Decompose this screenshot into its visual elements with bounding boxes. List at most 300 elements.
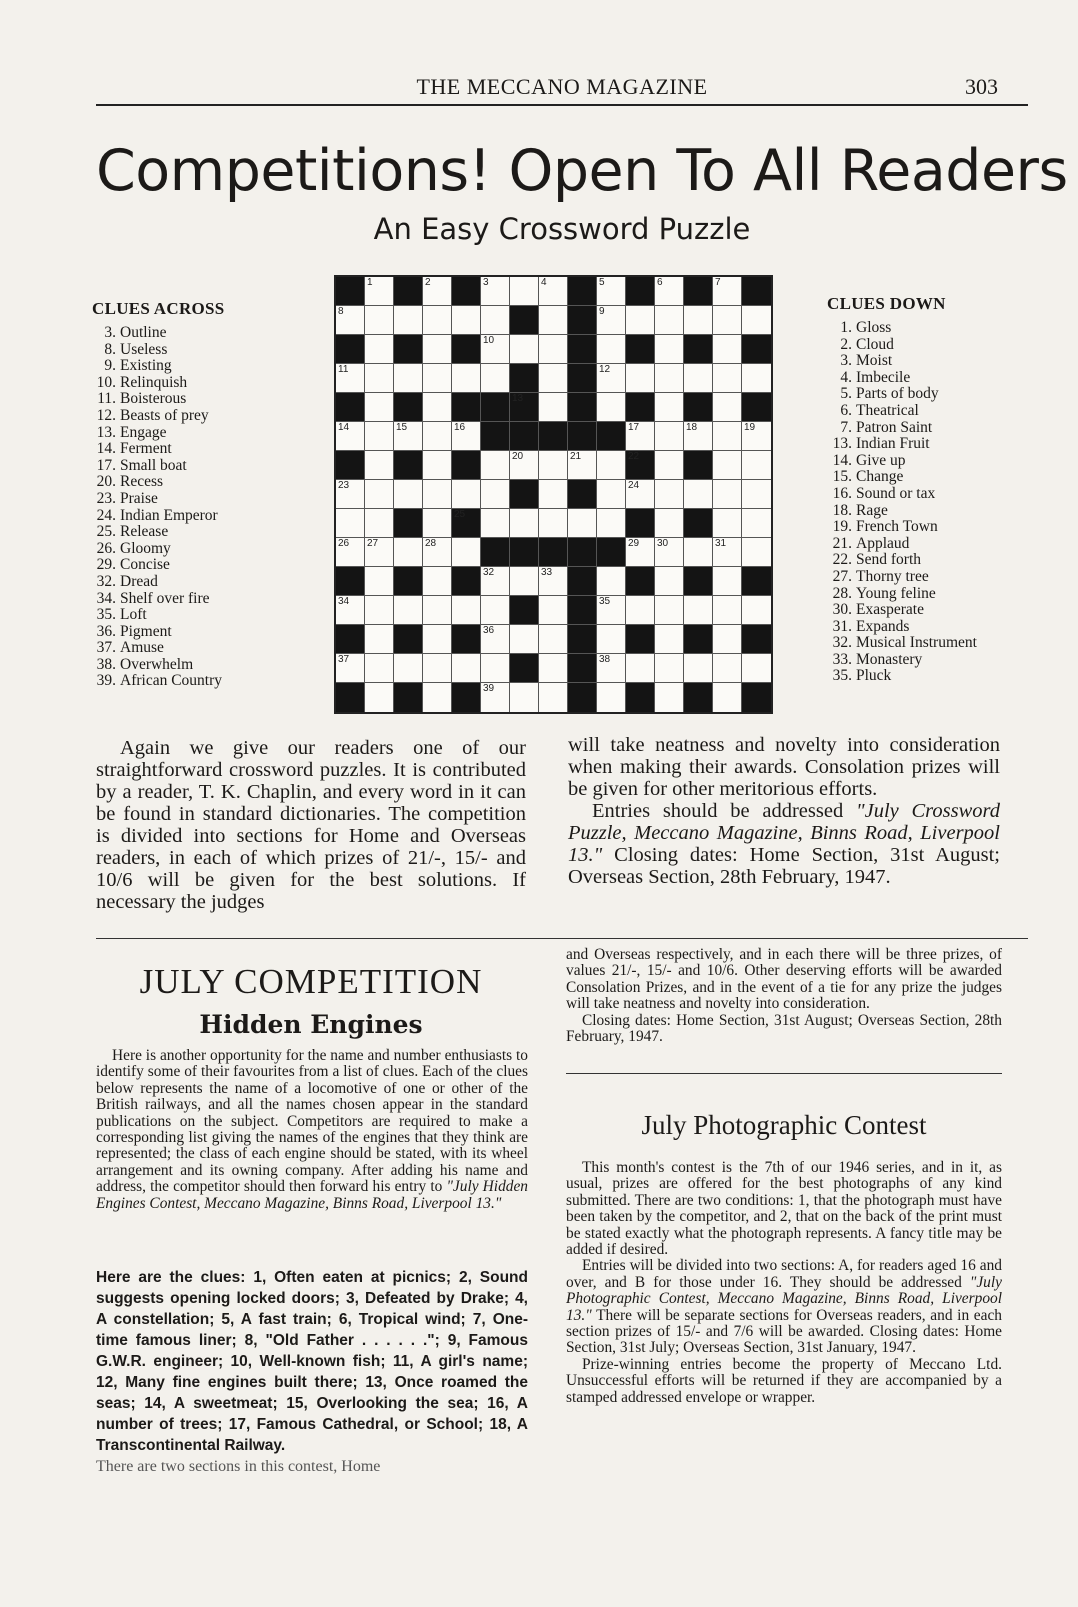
clue-number: 4. [840, 368, 852, 386]
cell-number: 5 [599, 277, 605, 288]
grid-cell[interactable] [713, 596, 742, 625]
grid-cell[interactable] [713, 654, 742, 683]
grid-cell[interactable] [655, 306, 684, 335]
grid-cell[interactable] [423, 567, 452, 596]
hidden-engines-closing: There are two sections in this contest, Home [96, 1458, 381, 1475]
grid-cell[interactable] [626, 422, 655, 451]
grid-block [539, 422, 568, 451]
grid-cell[interactable] [336, 596, 365, 625]
grid-cell[interactable] [655, 364, 684, 393]
clue-text: African Country [120, 672, 223, 690]
grid-cell[interactable] [742, 480, 771, 509]
grid-cell[interactable] [423, 683, 452, 712]
clue-number: 29. [96, 556, 116, 574]
grid-cell[interactable] [684, 480, 713, 509]
grid-cell[interactable] [365, 683, 394, 712]
cell-number: 27 [367, 538, 379, 549]
grid-block [452, 567, 481, 596]
grid-cell[interactable] [713, 625, 742, 654]
grid-cell[interactable] [365, 625, 394, 654]
grid-block [568, 306, 597, 335]
cell-number: 22 [628, 451, 640, 462]
grid-block [626, 509, 655, 538]
grid-block [742, 277, 771, 306]
grid-cell[interactable] [423, 480, 452, 509]
grid-cell[interactable] [481, 480, 510, 509]
clue-number: 9. [104, 357, 116, 375]
crossword-intro-right [568, 734, 1000, 888]
grid-cell[interactable] [713, 683, 742, 712]
grid-cell[interactable] [452, 306, 481, 335]
grid-cell[interactable] [626, 654, 655, 683]
grid-cell[interactable] [626, 364, 655, 393]
clue-number: 32. [96, 572, 116, 590]
grid-cell[interactable] [539, 364, 568, 393]
cell-number: 14 [338, 422, 350, 433]
grid-block [568, 654, 597, 683]
grid-block [510, 480, 539, 509]
grid-cell[interactable] [365, 393, 394, 422]
grid-cell[interactable] [481, 451, 510, 480]
grid-cell[interactable] [655, 335, 684, 364]
grid-block [568, 683, 597, 712]
grid-cell[interactable] [452, 596, 481, 625]
grid-cell[interactable] [510, 451, 539, 480]
clue-number: 34. [96, 589, 116, 607]
grid-cell[interactable] [510, 683, 539, 712]
clues-across-list [84, 325, 222, 690]
grid-cell[interactable] [655, 567, 684, 596]
grid-cell[interactable] [423, 451, 452, 480]
clue-item [820, 552, 977, 569]
grid-cell[interactable] [336, 538, 365, 567]
grid-block [510, 422, 539, 451]
cell-number: 4 [541, 277, 547, 288]
grid-cell[interactable] [336, 509, 365, 538]
clue-item [820, 370, 977, 387]
grid-cell[interactable] [423, 538, 452, 567]
section-rule [96, 938, 1028, 939]
grid-cell[interactable] [365, 451, 394, 480]
crossword-entries-paragraph [568, 800, 1000, 888]
grid-block [336, 683, 365, 712]
clue-text: Relinquish [120, 373, 188, 391]
grid-cell[interactable] [539, 567, 568, 596]
grid-cell[interactable] [452, 538, 481, 567]
clue-item [84, 474, 222, 491]
clue-text: Send forth [856, 551, 922, 569]
crossword-intro-left [96, 737, 526, 913]
grid-cell[interactable] [539, 625, 568, 654]
grid-cell[interactable] [365, 567, 394, 596]
cell-number: 16 [454, 422, 466, 433]
grid-cell[interactable] [423, 364, 452, 393]
grid-block [394, 625, 423, 654]
grid-cell[interactable] [394, 596, 423, 625]
grid-block [452, 393, 481, 422]
grid-cell[interactable] [539, 451, 568, 480]
grid-cell[interactable] [394, 422, 423, 451]
grid-block [684, 451, 713, 480]
cell-number: 28 [425, 538, 437, 549]
clue-item [84, 441, 222, 458]
grid-cell[interactable] [655, 451, 684, 480]
grid-cell[interactable] [742, 364, 771, 393]
grid-cell[interactable] [423, 654, 452, 683]
grid-cell[interactable] [336, 364, 365, 393]
clue-item [84, 408, 222, 425]
cell-number: 36 [483, 625, 495, 636]
grid-cell[interactable] [626, 538, 655, 567]
grid-cell[interactable] [510, 509, 539, 538]
clue-item [820, 619, 977, 636]
magazine-title: THE MECCANO MAGAZINE [416, 74, 708, 99]
hidden-engines-address: "July Hidden Engines Contest, Meccano Magazine, Binns Road, Liverpool 13." [96, 1178, 528, 1212]
clue-text: Indian Fruit [856, 435, 930, 453]
clue-text: Pluck [856, 667, 892, 685]
clue-text: Imbecile [856, 368, 911, 386]
grid-cell[interactable] [481, 625, 510, 654]
clue-text: Thorny tree [856, 567, 929, 585]
grid-cell[interactable] [713, 306, 742, 335]
clue-number: 5. [840, 385, 852, 403]
clue-number: 35. [96, 606, 116, 624]
grid-cell[interactable] [539, 509, 568, 538]
clue-text: Praise [120, 489, 158, 507]
clue-number: 21. [832, 534, 852, 552]
grid-cell[interactable] [568, 451, 597, 480]
clue-text: Gloomy [120, 539, 171, 557]
clue-text: Sound or tax [856, 484, 936, 502]
grid-cell[interactable] [713, 538, 742, 567]
grid-cell[interactable] [684, 596, 713, 625]
grid-cell[interactable] [597, 509, 626, 538]
grid-cell[interactable] [365, 538, 394, 567]
clue-item [84, 591, 222, 608]
grid-cell[interactable] [423, 335, 452, 364]
cell-number: 10 [483, 335, 495, 346]
grid-cell[interactable] [365, 364, 394, 393]
clue-number: 23. [96, 489, 116, 507]
grid-cell[interactable] [655, 625, 684, 654]
grid-cell[interactable] [597, 625, 626, 654]
grid-cell[interactable] [597, 393, 626, 422]
clue-item [820, 668, 977, 685]
cell-number: 2 [425, 277, 431, 288]
clue-number: 25. [96, 523, 116, 541]
cell-number: 26 [338, 538, 350, 549]
grid-block [684, 277, 713, 306]
grid-cell[interactable] [510, 277, 539, 306]
grid-cell[interactable] [452, 480, 481, 509]
grid-block [510, 538, 539, 567]
grid-cell[interactable] [539, 654, 568, 683]
clue-number: 15. [832, 468, 852, 486]
clue-number: 18. [832, 501, 852, 519]
grid-cell[interactable] [510, 335, 539, 364]
grid-cell[interactable] [481, 596, 510, 625]
clue-text: Loft [120, 606, 147, 624]
grid-cell[interactable] [481, 567, 510, 596]
grid-cell[interactable] [655, 509, 684, 538]
grid-cell[interactable] [539, 306, 568, 335]
grid-cell[interactable] [365, 335, 394, 364]
grid-block [568, 596, 597, 625]
grid-cell[interactable] [684, 654, 713, 683]
grid-block [568, 277, 597, 306]
grid-cell[interactable] [336, 422, 365, 451]
grid-cell[interactable] [713, 567, 742, 596]
cell-number: 29 [628, 538, 640, 549]
grid-block [394, 393, 423, 422]
grid-cell[interactable] [394, 306, 423, 335]
grid-cell[interactable] [423, 625, 452, 654]
grid-block [626, 335, 655, 364]
grid-block [684, 335, 713, 364]
grid-cell[interactable] [742, 538, 771, 567]
grid-block [510, 596, 539, 625]
photo-conditions-paragraph: This month's contest is the 7th of our 1946 series, and in it, as usual, prizes are offered for the best photographs of any kind submitted. There are two conditions: 1, that the photograph must have been taken by the competitor, and 2, that on the back of the print must be stated exactly what the photograph represents. A fancy title may be added if desired. [566, 1159, 1002, 1259]
clue-number: 30. [832, 601, 852, 619]
grid-cell[interactable] [394, 364, 423, 393]
grid-cell[interactable] [655, 422, 684, 451]
grid-cell[interactable] [713, 480, 742, 509]
clue-item [820, 519, 977, 536]
clue-text: Dread [120, 572, 158, 590]
cell-number: 8 [338, 306, 344, 317]
hidden-engines-description: Here is another opportunity for the name and number enthusiasts to identify some of their favourites from a list of clues. Each of the clues below represents the name of a locomotive of one or other of the British railways, and all the names chosen appear in the standard publications on the subject. Competitors are required to make a corresponding list giving the names of the engines that they think are represented; the class of each engine should be stated, with its wheel arrangement and its owning company. After adding his name and address, the competitor should then forward his entry to [96, 1047, 528, 1196]
grid-cell[interactable] [684, 306, 713, 335]
photo-contest-title: July Photographic Contest [641, 1110, 927, 1140]
grid-block [452, 277, 481, 306]
clue-text: Amuse [120, 639, 164, 657]
clue-item [84, 508, 222, 525]
clue-item [84, 358, 222, 375]
grid-cell[interactable] [481, 335, 510, 364]
cell-number: 12 [599, 364, 611, 375]
grid-cell[interactable] [597, 364, 626, 393]
grid-cell[interactable] [713, 335, 742, 364]
grid-cell[interactable] [365, 509, 394, 538]
cell-number: 13 [512, 393, 524, 404]
clue-text: Shelf over fire [120, 589, 210, 607]
grid-cell[interactable] [539, 335, 568, 364]
grid-cell[interactable] [510, 567, 539, 596]
grid-cell[interactable] [336, 480, 365, 509]
grid-cell[interactable] [742, 509, 771, 538]
grid-cell[interactable] [713, 422, 742, 451]
grid-cell[interactable] [713, 509, 742, 538]
hidden-engines-continued [566, 947, 1002, 1045]
grid-cell[interactable] [336, 654, 365, 683]
cell-number: 11 [338, 364, 349, 375]
clue-number: 24. [96, 506, 116, 524]
photo-entries-paragraph [566, 1258, 1002, 1356]
hidden-engines-title: Hidden Engines [199, 1010, 423, 1039]
cell-number: 18 [686, 422, 698, 433]
grid-cell[interactable] [742, 596, 771, 625]
clue-number: 17. [96, 456, 116, 474]
clue-text: Musical Instrument [856, 634, 977, 652]
cell-number: 31 [715, 538, 727, 549]
clue-item [84, 624, 222, 641]
grid-cell[interactable] [365, 306, 394, 335]
grid-cell[interactable] [713, 277, 742, 306]
grid-block [626, 683, 655, 712]
clue-text: Concise [120, 556, 170, 574]
clue-number: 19. [832, 518, 852, 536]
grid-cell[interactable] [597, 567, 626, 596]
grid-cell[interactable] [481, 654, 510, 683]
grid-cell[interactable] [684, 538, 713, 567]
grid-cell[interactable] [365, 654, 394, 683]
grid-cell[interactable] [481, 306, 510, 335]
grid-block [742, 335, 771, 364]
grid-cell[interactable] [713, 451, 742, 480]
clue-number: 32. [832, 634, 852, 652]
grid-block [336, 567, 365, 596]
grid-cell[interactable] [481, 683, 510, 712]
grid-cell[interactable] [539, 683, 568, 712]
grid-block [742, 683, 771, 712]
clue-number: 6. [840, 401, 852, 419]
grid-block [568, 335, 597, 364]
grid-cell[interactable] [655, 654, 684, 683]
clue-item [84, 375, 222, 392]
grid-cell[interactable] [365, 422, 394, 451]
grid-cell[interactable] [655, 538, 684, 567]
grid-cell[interactable] [365, 277, 394, 306]
clue-item [84, 657, 222, 674]
cell-number: 17 [628, 422, 640, 433]
grid-block [394, 335, 423, 364]
clue-item [820, 586, 977, 603]
grid-cell[interactable] [510, 625, 539, 654]
entries-text: Entries should be addressed [592, 800, 856, 822]
grid-cell[interactable] [539, 480, 568, 509]
grid-cell[interactable] [597, 335, 626, 364]
clue-number: 33. [832, 650, 852, 668]
clue-item [820, 403, 977, 420]
july-competition-title: JULY COMPETITION [139, 962, 483, 1001]
grid-cell[interactable] [539, 596, 568, 625]
grid-block [481, 538, 510, 567]
clue-item [820, 469, 977, 486]
grid-cell[interactable] [655, 277, 684, 306]
grid-cell[interactable] [597, 451, 626, 480]
clue-item [820, 320, 977, 337]
grid-cell[interactable] [423, 509, 452, 538]
grid-cell[interactable] [655, 393, 684, 422]
clue-number: 2. [840, 335, 852, 353]
grid-block [684, 567, 713, 596]
grid-cell[interactable] [626, 596, 655, 625]
grid-cell[interactable] [394, 654, 423, 683]
grid-cell[interactable] [394, 480, 423, 509]
grid-block [626, 393, 655, 422]
grid-cell[interactable] [655, 480, 684, 509]
grid-cell[interactable] [423, 306, 452, 335]
cell-number: 32 [483, 567, 495, 578]
clue-item [84, 541, 222, 558]
clue-text: Patron Saint [856, 418, 933, 436]
grid-cell[interactable] [597, 683, 626, 712]
grid-cell[interactable] [597, 596, 626, 625]
clue-text: Beasts of prey [120, 406, 209, 424]
grid-cell[interactable] [626, 480, 655, 509]
clue-text: Outline [120, 324, 167, 341]
grid-cell[interactable] [452, 364, 481, 393]
cell-number: 15 [396, 422, 408, 433]
grid-block [510, 393, 539, 422]
clue-text: Overwhelm [120, 655, 194, 673]
grid-block [394, 451, 423, 480]
grid-cell[interactable] [539, 277, 568, 306]
clue-number: 10. [96, 373, 116, 391]
clue-item [84, 425, 222, 442]
grid-cell[interactable] [568, 509, 597, 538]
clue-number: 39. [96, 672, 116, 690]
grid-cell[interactable] [684, 422, 713, 451]
grid-cell[interactable] [626, 306, 655, 335]
grid-cell[interactable] [655, 596, 684, 625]
clue-number: 31. [832, 617, 852, 635]
grid-cell[interactable] [452, 654, 481, 683]
grid-block [452, 335, 481, 364]
grid-cell[interactable] [742, 654, 771, 683]
grid-cell[interactable] [423, 277, 452, 306]
grid-block [336, 625, 365, 654]
grid-cell[interactable] [742, 422, 771, 451]
cell-number: 19 [744, 422, 756, 433]
grid-cell[interactable] [539, 393, 568, 422]
grid-cell[interactable] [655, 683, 684, 712]
grid-cell[interactable] [481, 277, 510, 306]
grid-cell[interactable] [742, 451, 771, 480]
grid-cell[interactable] [713, 393, 742, 422]
grid-cell[interactable] [365, 596, 394, 625]
grid-cell[interactable] [597, 306, 626, 335]
grid-cell[interactable] [684, 364, 713, 393]
grid-cell[interactable] [481, 509, 510, 538]
grid-cell[interactable] [597, 654, 626, 683]
grid-cell[interactable] [481, 364, 510, 393]
grid-cell[interactable] [423, 422, 452, 451]
grid-cell[interactable] [394, 538, 423, 567]
grid-cell[interactable] [742, 306, 771, 335]
clue-text: Boisterous [120, 390, 187, 408]
clue-text: Monastery [856, 650, 923, 668]
grid-cell[interactable] [597, 480, 626, 509]
clue-text: Existing [120, 357, 172, 375]
grid-block [568, 538, 597, 567]
grid-block [510, 306, 539, 335]
grid-cell[interactable] [423, 596, 452, 625]
grid-cell[interactable] [365, 480, 394, 509]
grid-cell[interactable] [597, 277, 626, 306]
grid-block [597, 538, 626, 567]
clue-number: 8. [104, 340, 116, 358]
grid-block [626, 567, 655, 596]
grid-cell[interactable] [423, 393, 452, 422]
grid-cell[interactable] [452, 422, 481, 451]
clue-item [820, 569, 977, 586]
grid-cell[interactable] [336, 306, 365, 335]
grid-cell[interactable] [713, 364, 742, 393]
clue-text: Release [120, 523, 169, 541]
clue-number: 38. [96, 655, 116, 673]
grid-block [510, 654, 539, 683]
